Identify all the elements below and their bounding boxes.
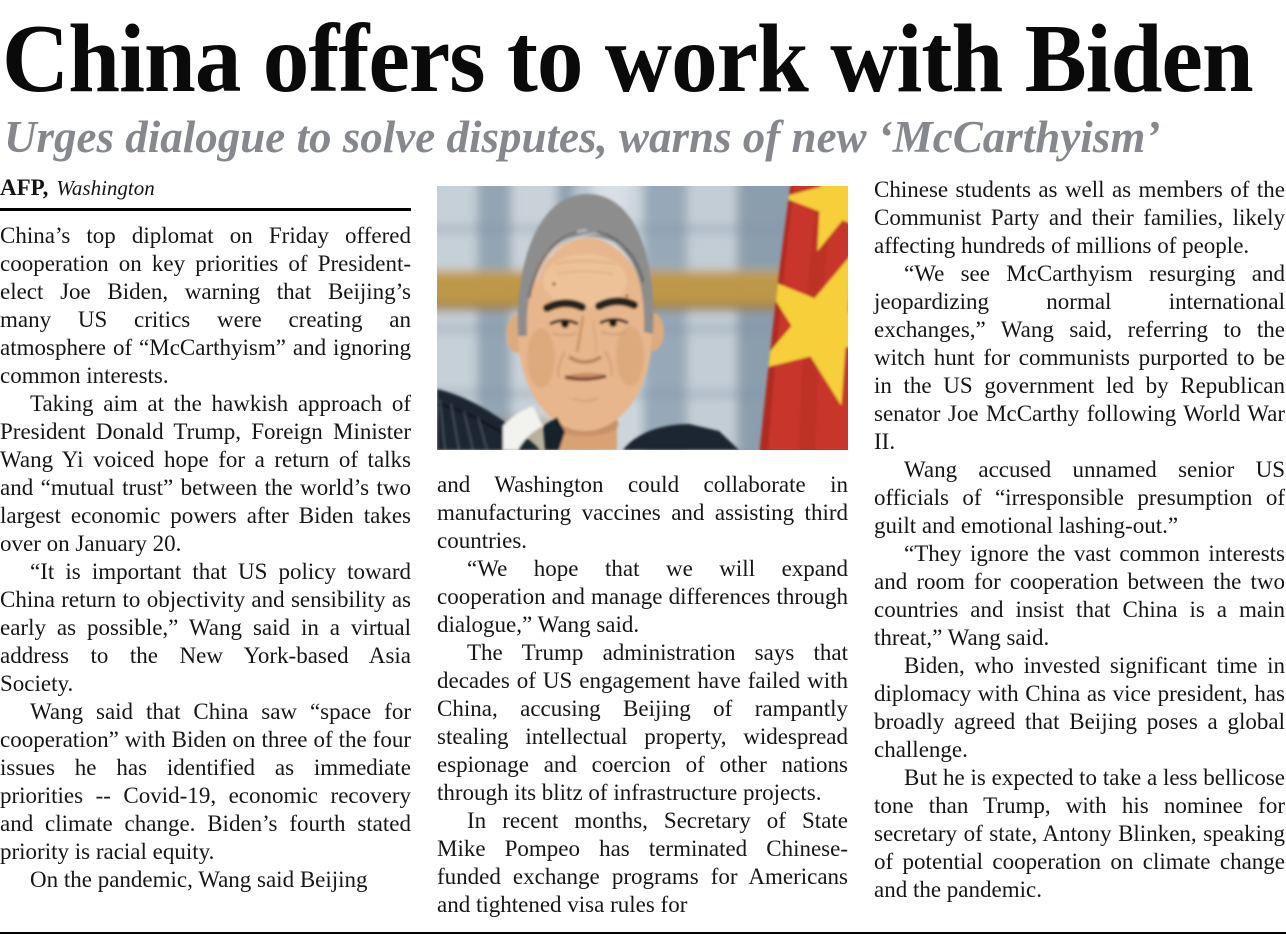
byline-agency: AFP, (0, 175, 49, 200)
body-paragraph: “We see McCarthyism resurging and jeopardizing normal international exchanges,” Wang said, referring to the witch hunt for communists purported to be in the US government led by Republican senator Joe McCarthy following World War II. (874, 261, 1285, 454)
wang-yi-portrait (437, 186, 848, 450)
bottom-rule (0, 932, 1286, 934)
headline: China offers to work with Biden (2, 5, 1253, 112)
body-paragraph: “We hope that we will expand cooperation and manage differences through dialogue,” Wang said. (437, 556, 848, 637)
body-paragraph: and Washington could collaborate in manufacturing vaccines and assisting third countries. (437, 472, 848, 553)
body-paragraph: Taking aim at the hawkish approach of President Donald Trump, Foreign Minister Wang Yi voiced hope for a return of talks and “mutual trust” between the world’s two largest economic powers after Biden takes over on January 20. (0, 391, 411, 556)
body-paragraph: “It is important that US policy toward China return to objectivity and sensibility as early as possible,” Wang said in a virtual address to the New York-based Asia Society. (0, 559, 411, 696)
subheadline: Urges dialogue to solve disputes, warns of new ‘McCarthyism’ (4, 112, 1161, 162)
byline-rule (0, 208, 411, 211)
column-2 (437, 172, 848, 919)
body-paragraph: “They ignore the vast common interests and room for cooperation between the two countries and insist that China is a main threat,” Wang said. (874, 541, 1285, 650)
body-paragraph: China’s top diplomat on Friday offered cooperation on key priorities of President-elect Joe Biden, warning that Beijing’s many US critics were creating an atmosphere of “McCarthyism” and ignoring common interests. (0, 223, 411, 388)
body-paragraph: The Trump administration says that decades of US engagement have failed with China, accusing Beijing of rampantly stealing intellectual property, widespread espionage and coercion of other nations through its blitz of infrastructure projects. (437, 640, 848, 805)
byline (0, 172, 411, 201)
body-paragraph: Wang accused unnamed senior US officials of “irresponsible presumption of guilt and emotional lashing-out.” (874, 457, 1285, 538)
body-paragraph: But he is expected to take a less bellicose tone than Trump, with his nominee for secretary of state, Antony Blinken, speaking of potential cooperation on climate change and the pandemic. (874, 765, 1285, 902)
article-columns (0, 172, 1286, 919)
body-paragraph: Wang said that China saw “space for cooperation” with Biden on three of the four issues he has identified as immediate priorities -- Covid-19, economic recovery and climate change. Biden’s fourth stated priority is racial equity. (0, 699, 411, 864)
byline-location: Washington (56, 176, 155, 200)
body-paragraph: Chinese students as well as members of the Communist Party and their families, likely affecting hundreds of millions of people. (874, 177, 1285, 258)
column-3 (874, 172, 1285, 904)
body-paragraph: On the pandemic, Wang said Beijing (30, 867, 368, 892)
article-photo (437, 186, 848, 450)
body-paragraph: In recent months, Secretary of State Mike Pompeo has terminated Chinese-funded exchange programs for Americans and tightened visa rules for (437, 808, 848, 917)
body-paragraph: Biden, who invested significant time in diplomacy with China as vice president, has broadly agreed that Beijing poses a global challenge. (874, 653, 1285, 762)
column-1 (0, 172, 411, 894)
